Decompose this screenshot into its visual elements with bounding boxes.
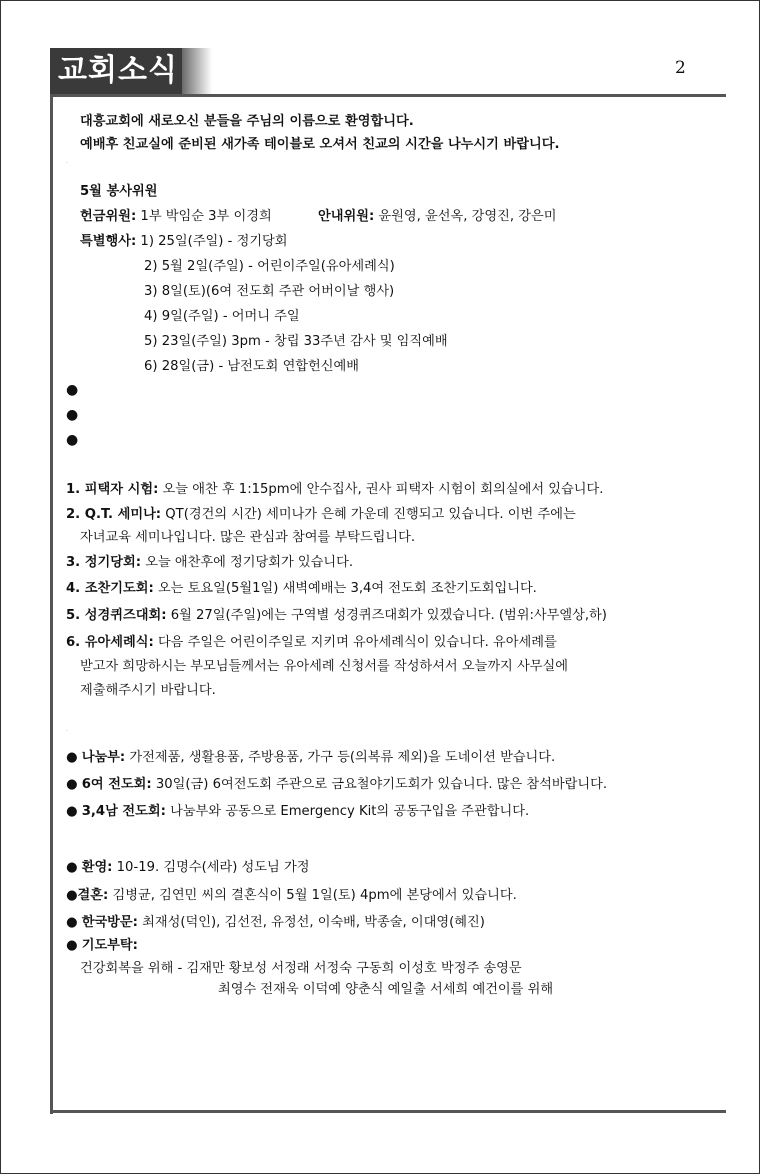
announcement-text: 자녀교육 세미나입니다. 많은 관심과 참여를 부탁드립니다. bbox=[80, 530, 416, 545]
group-item: ● 나눔부: 가전제품, 생활용품, 주방용품, 가구 등(의복류 제외)을 도네이션 받습니다. bbox=[66, 750, 556, 765]
group-label: 3,4남 전도회: bbox=[81, 804, 166, 819]
offering-label: 헌금위원: bbox=[80, 209, 137, 224]
news-text: 10-19. 김명수(세라) 성도님 가정 bbox=[112, 860, 310, 875]
announcement-text: QT(경건의 시간) 세미나가 은혜 가운데 진행되고 있습니다. 이번 주에는 bbox=[161, 507, 576, 522]
event-item: 3) 8일(토)(6여 전도회 주관 어버이날 행사) bbox=[144, 284, 395, 299]
event-item: 5) 23일(주일) 3pm - 창립 33주년 감사 및 임직예배 bbox=[144, 334, 448, 349]
event-item: 4) 9일(주일) - 어머니 주일 bbox=[144, 309, 300, 324]
prayer-line-2: 최영수 전재욱 이덕예 양춘식 예일출 서세희 예건이를 위해 bbox=[218, 982, 554, 997]
volunteers-heading: 5월 봉사위원 bbox=[80, 184, 158, 199]
announcement-label: 3. 정기당회: bbox=[66, 555, 142, 570]
left-rule bbox=[50, 94, 53, 1114]
announcement-item bbox=[66, 604, 607, 623]
announcement-text: 오늘 애찬후에 정기당회가 있습니다. bbox=[141, 555, 354, 570]
news-label: 결혼: bbox=[77, 888, 109, 903]
announcement-text: 오는 토요일(5월1일) 새벽예배는 3,4여 전도회 조찬기도회입니다. bbox=[153, 581, 537, 596]
announcement-item bbox=[66, 478, 603, 497]
title-shadow bbox=[182, 48, 212, 94]
welcome-line-1: 대흥교회에 새로오신 분들을 주님의 이름으로 환영합니다. bbox=[80, 114, 414, 129]
announcement-item bbox=[66, 551, 353, 570]
news-welcome: ● 환영: 10-19. 김명수(세라) 성도님 가정 bbox=[66, 860, 310, 875]
announcement-label: 4. 조찬기도회: bbox=[66, 581, 154, 596]
empty-bullet: ● bbox=[66, 432, 79, 448]
announcement-label: 5. 성경퀴즈대회: bbox=[66, 608, 167, 623]
news-label: 기도부탁: bbox=[81, 938, 138, 953]
group-label: 6여 전도회: bbox=[81, 777, 152, 792]
usher-value: 윤원영, 윤선옥, 강영진, 강은미 bbox=[374, 209, 557, 224]
top-rule bbox=[50, 94, 726, 97]
empty-bullet: ● bbox=[66, 382, 79, 398]
spacer-dot: · bbox=[66, 160, 68, 167]
announcement-text: 6월 27일(주일)에는 구역별 성경퀴즈대회가 있겠습니다. (범위:사무엘상,하) bbox=[166, 608, 607, 623]
announcement-text: 제출해주시기 바랍니다. bbox=[80, 683, 216, 698]
events-label: 특별행사: bbox=[80, 234, 137, 249]
announcement-label: 1. 피택자 시험: bbox=[66, 482, 159, 497]
group-text: 가전제품, 생활용품, 주방용품, 가구 등(의복류 제외)을 도네이션 받습니다. bbox=[125, 750, 556, 765]
announcement-item bbox=[66, 577, 537, 596]
announcement-label: 6. 유아세례식: bbox=[66, 635, 154, 650]
usher-label: 안내위원: bbox=[318, 209, 375, 224]
announcement-text: 다음 주일은 어린이주일로 지키며 유아세례식이 있습니다. 유아세례를 bbox=[153, 635, 557, 650]
event-item: 6) 28일(금) - 남전도회 연합헌신예배 bbox=[144, 359, 360, 374]
news-text: 최재성(덕인), 김선전, 유정선, 이숙배, 박종술, 이대영(혜진) bbox=[137, 915, 485, 930]
group-text: 나눔부와 공동으로 Emergency Kit의 공동구입을 주관합니다. bbox=[165, 804, 530, 819]
bottom-rule bbox=[50, 1110, 726, 1113]
usher-line bbox=[318, 205, 556, 224]
page-number: 2 bbox=[675, 58, 686, 78]
offering-line bbox=[80, 205, 272, 224]
group-item: ● 3,4남 전도회: 나눔부와 공동으로 Emergency Kit의 공동구입을 주관합니다. bbox=[66, 804, 530, 819]
section-title: 교회소식 bbox=[50, 48, 190, 94]
announcement-item bbox=[66, 503, 576, 522]
event-item: 2) 5월 2일(주일) - 어린이주일(유아세례식) bbox=[144, 259, 395, 274]
events-line-1 bbox=[80, 230, 288, 249]
news-wedding: ●결혼: 김병균, 김연민 씨의 결혼식이 5월 1일(토) 4pm에 본당에서 있습니다. bbox=[66, 888, 517, 903]
news-prayer: ● 기도부탁: bbox=[66, 938, 138, 953]
group-item: ● 6여 전도회: 30일(금) 6여전도회 주관으로 금요철야기도회가 있습니다. 많은 참석바랍니다. bbox=[66, 777, 608, 792]
news-text: 김병균, 김연민 씨의 결혼식이 5월 1일(토) 4pm에 본당에서 있습니다. bbox=[108, 888, 517, 903]
announcement-text: 오늘 애찬 후 1:15pm에 안수집사, 권사 피택자 시험이 회의실에서 있습니다. bbox=[158, 482, 604, 497]
announcement-item bbox=[66, 631, 557, 650]
welcome-line-2: 예배후 친교실에 준비된 새가족 테이블로 오셔서 친교의 시간을 나누시기 바랍니다. bbox=[80, 137, 560, 152]
group-text: 30일(금) 6여전도회 주관으로 금요철야기도회가 있습니다. 많은 참석바랍니다. bbox=[151, 777, 608, 792]
news-label: 한국방문: bbox=[81, 915, 138, 930]
offering-value: 1부 박임순 3부 이경희 bbox=[136, 209, 272, 224]
news-visit: ● 한국방문: 최재성(덕인), 김선전, 유정선, 이숙배, 박종술, 이대영(혜진) bbox=[66, 915, 485, 930]
prayer-line-1: 건강회복을 위해 - 김재만 황보성 서정래 서정숙 구동희 이성호 박정주 송영문 bbox=[80, 961, 522, 976]
empty-bullet: ● bbox=[66, 407, 79, 423]
announcement-label: 2. Q.T. 세미나: bbox=[66, 507, 162, 522]
event-item: 1) 25일(주일) - 정기당회 bbox=[136, 234, 288, 249]
news-label: 환영: bbox=[81, 860, 113, 875]
group-label: 나눔부: bbox=[81, 750, 126, 765]
announcement-text: 받고자 희망하시는 부모님들께서는 유아세례 신청서를 작성하셔서 오늘까지 사무실에 bbox=[80, 659, 568, 674]
spacer-dot: · bbox=[66, 728, 68, 735]
